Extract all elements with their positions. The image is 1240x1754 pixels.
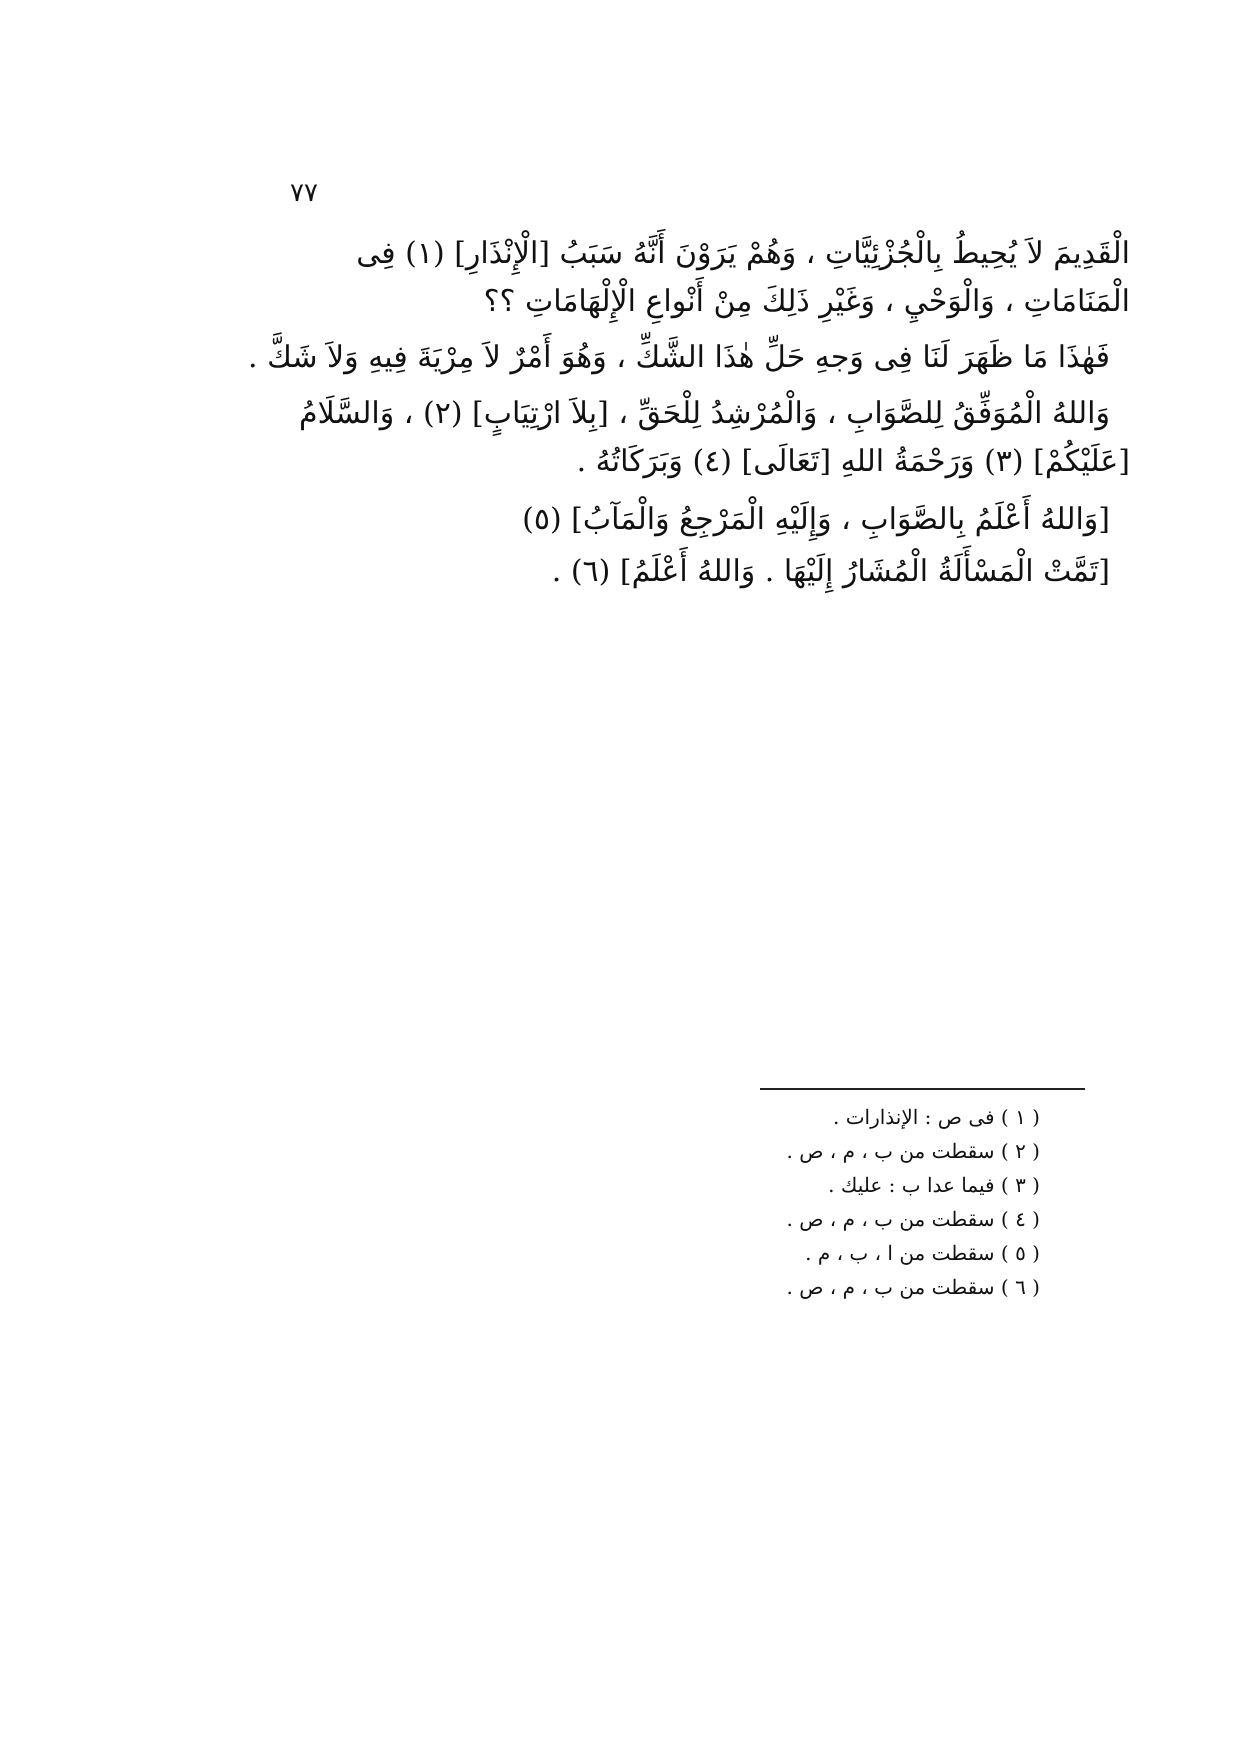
footnote-rule [760, 1088, 1085, 1090]
main-text [248, 230, 1130, 596]
body-line-3: فَهٰذَا مَا ظَهَرَ لَنَا فِى وَجهِ حَلِّ هٰذَا الشَّكِّ ، وَهُوَ أَمْرٌ لاَ مِرْيَةَ فِيهِ وَلاَ شَكَّ . [248, 340, 1110, 375]
footnote-4: ( ٤ ) سقطت من ب ، م ، ص . [786, 1207, 1040, 1231]
body-line-5: [عَلَيْكُمْ] (٣) وَرَحْمَةُ اللهِ [تَعَالَى] (٤) وَبَرَكَاتُهُ . [576, 444, 1130, 479]
footnote-1: ( ١ ) فى ص : الإنذارات . [832, 1105, 1040, 1129]
body-line-4: وَاللهُ الْمُوَفِّقُ لِلصَّوَابِ ، وَالْمُرْشِدُ لِلْحَقِّ ، [بِلاَ ارْتِيَابٍ] (٢) ، وَالسَّلَامُ [299, 396, 1110, 431]
body-line-1: الْقَدِيمَ لاَ يُحِيطُ بِالْجُزْئِيَّاتِ ، وَهُمْ يَرَوْنَ أَنَّهُ سَبَبُ [الْإِنْذَارِ] (١) فِى [356, 236, 1130, 271]
body-line-2: الْمَنَامَاتِ ، وَالْوَحْيِ ، وَغَيْرِ ذَلِكَ مِنْ أَنْواعِ الْإِلْهَامَاتِ ؟؟ [483, 284, 1130, 319]
page-number: ٧٧ [290, 178, 318, 208]
footnote-2: ( ٢ ) سقطت من ب ، م ، ص . [786, 1139, 1040, 1163]
footnote-5: ( ٥ ) سقطت من ا ، ب ، م . [805, 1241, 1040, 1265]
footnote-3: ( ٣ ) فيما عدا ب : عليك . [828, 1173, 1040, 1197]
footnotes [720, 1100, 1040, 1304]
body-line-6: [وَاللهُ أَعْلَمُ بِالصَّوَابِ ، وَإِلَيْهِ الْمَرْجِعُ وَالْمَآبُ] (٥) [522, 502, 1110, 537]
body-line-7: [تَمَّتْ الْمَسْأَلَةُ الْمُشَارُ إِلَيْهَا . وَاللهُ أَعْلَمُ] (٦) . [551, 554, 1110, 589]
footnote-6: ( ٦ ) سقطت من ب ، م ، ص . [786, 1275, 1040, 1299]
